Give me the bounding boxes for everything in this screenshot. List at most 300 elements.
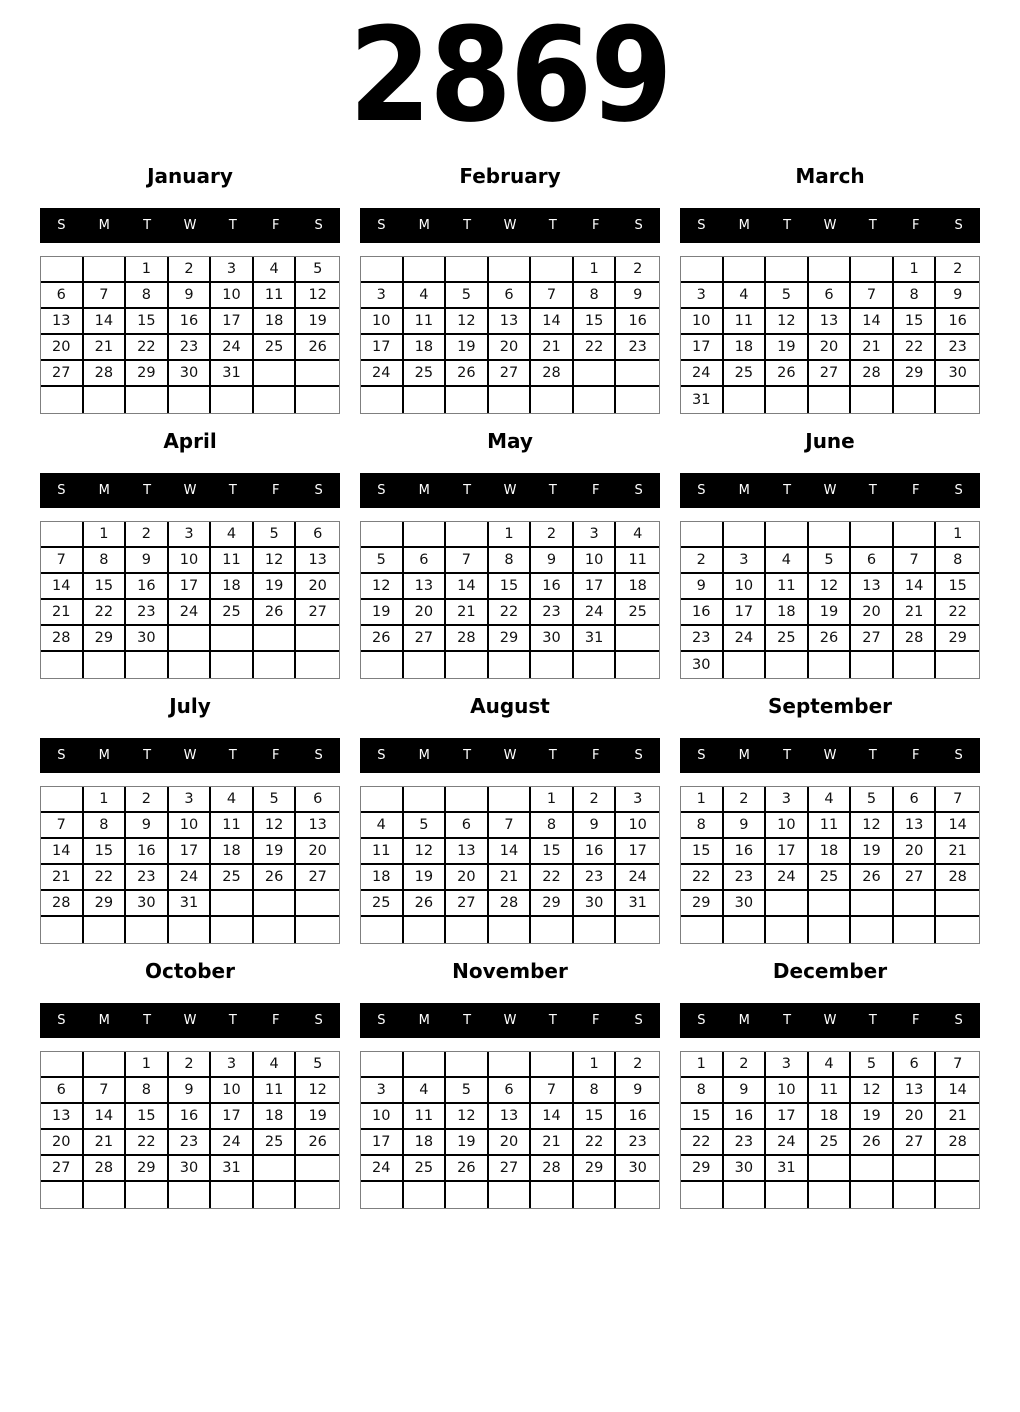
date-cell: 11 [809, 1078, 852, 1104]
date-cell: 10 [361, 1104, 404, 1130]
empty-cell [169, 1182, 212, 1208]
date-cell: 3 [211, 1052, 254, 1078]
date-cell: 27 [489, 1156, 532, 1182]
empty-cell [766, 522, 809, 548]
date-cell: 15 [84, 574, 127, 600]
date-cell: 24 [361, 1156, 404, 1182]
week-row [681, 813, 979, 839]
month-title: January [147, 164, 233, 188]
date-cell: 19 [809, 600, 852, 626]
date-cell: 12 [296, 283, 339, 309]
date-cell: 13 [894, 813, 937, 839]
date-cell: 23 [724, 865, 767, 891]
empty-cell [361, 1052, 404, 1078]
empty-cell [169, 626, 212, 652]
empty-cell [851, 1182, 894, 1208]
date-cell: 15 [574, 309, 617, 335]
date-cell: 11 [254, 1078, 297, 1104]
week-row [41, 309, 339, 335]
weekday-label: T [783, 483, 792, 498]
date-cell: 1 [681, 787, 724, 813]
date-cell: 13 [41, 309, 84, 335]
empty-cell [296, 917, 339, 943]
date-cell: 21 [851, 335, 894, 361]
date-cell: 6 [894, 787, 937, 813]
date-cell: 13 [296, 548, 339, 574]
date-cell: 1 [574, 1052, 617, 1078]
week-row [41, 813, 339, 839]
week-row [681, 1104, 979, 1130]
date-cell: 29 [84, 891, 127, 917]
week-row [681, 1182, 979, 1208]
week-row [681, 652, 979, 678]
week-row [361, 865, 659, 891]
empty-cell [404, 257, 447, 283]
weekday-label: F [271, 1013, 280, 1028]
date-cell: 30 [574, 891, 617, 917]
date-cell: 24 [211, 335, 254, 361]
date-cell: 21 [936, 839, 979, 865]
date-cell: 15 [936, 574, 979, 600]
date-cell: 5 [361, 548, 404, 574]
date-cell: 28 [84, 1156, 127, 1182]
date-cell: 2 [126, 522, 169, 548]
date-cell: 11 [404, 1104, 447, 1130]
date-cell: 23 [616, 335, 659, 361]
week-row [41, 548, 339, 574]
date-cell: 29 [489, 626, 532, 652]
empty-cell [296, 652, 339, 678]
date-cell: 9 [724, 813, 767, 839]
weekday-label: F [271, 483, 280, 498]
date-cell: 26 [851, 1130, 894, 1156]
date-cell: 4 [766, 548, 809, 574]
date-cell: 30 [724, 1156, 767, 1182]
date-cell: 6 [851, 548, 894, 574]
date-cell: 23 [681, 626, 724, 652]
date-cell: 9 [616, 283, 659, 309]
weekday-label: F [271, 748, 280, 763]
date-cell: 3 [211, 257, 254, 283]
empty-cell [574, 652, 617, 678]
week-row [361, 1052, 659, 1078]
weekday-label: T [463, 748, 472, 763]
weekday-label: W [503, 1013, 517, 1028]
date-cell: 21 [446, 600, 489, 626]
date-cell: 25 [254, 335, 297, 361]
date-cell: 22 [894, 335, 937, 361]
empty-cell [851, 1156, 894, 1182]
week-row [361, 839, 659, 865]
date-cell: 27 [894, 1130, 937, 1156]
date-cell: 26 [404, 891, 447, 917]
empty-cell [41, 387, 84, 413]
empty-cell [211, 387, 254, 413]
date-cell: 12 [361, 574, 404, 600]
date-cell: 22 [574, 335, 617, 361]
month-february [360, 165, 660, 414]
date-cell: 21 [84, 1130, 127, 1156]
empty-cell [894, 1156, 937, 1182]
weekday-label: S [314, 218, 323, 233]
date-cell: 6 [41, 1078, 84, 1104]
empty-cell [446, 787, 489, 813]
date-cell: 21 [531, 335, 574, 361]
date-cell: 18 [404, 1130, 447, 1156]
date-cell: 17 [766, 1104, 809, 1130]
month-title: November [452, 959, 568, 983]
month-title: July [169, 694, 211, 718]
date-cell: 10 [169, 548, 212, 574]
date-cell: 21 [531, 1130, 574, 1156]
empty-cell [41, 1052, 84, 1078]
weekday-header-bar [360, 738, 660, 773]
date-cell: 15 [531, 839, 574, 865]
date-cell: 28 [84, 361, 127, 387]
week-row [681, 283, 979, 309]
date-cell: 18 [404, 335, 447, 361]
date-cell: 9 [531, 548, 574, 574]
date-cell: 7 [489, 813, 532, 839]
date-cell: 20 [809, 335, 852, 361]
empty-cell [936, 917, 979, 943]
empty-cell [766, 891, 809, 917]
date-cell: 17 [681, 335, 724, 361]
week-row [681, 335, 979, 361]
week-row [681, 574, 979, 600]
date-cell: 24 [169, 865, 212, 891]
empty-cell [296, 891, 339, 917]
date-cell: 27 [296, 600, 339, 626]
empty-cell [254, 626, 297, 652]
weekday-label: M [418, 483, 430, 498]
dates-grid [40, 521, 340, 679]
empty-cell [616, 626, 659, 652]
week-row [41, 1078, 339, 1104]
week-row [681, 522, 979, 548]
date-cell: 28 [894, 626, 937, 652]
date-cell: 13 [489, 309, 532, 335]
date-cell: 2 [724, 787, 767, 813]
empty-cell [446, 917, 489, 943]
date-cell: 26 [446, 1156, 489, 1182]
date-cell: 25 [766, 626, 809, 652]
date-cell: 5 [446, 283, 489, 309]
empty-cell [489, 257, 532, 283]
date-cell: 23 [616, 1130, 659, 1156]
weekday-label: F [911, 218, 920, 233]
empty-cell [211, 891, 254, 917]
date-cell: 2 [724, 1052, 767, 1078]
weekday-label: W [183, 1013, 197, 1028]
dates-grid [680, 1051, 980, 1209]
date-cell: 25 [211, 865, 254, 891]
date-cell: 28 [41, 891, 84, 917]
empty-cell [446, 1052, 489, 1078]
weekday-label: S [697, 483, 706, 498]
empty-cell [894, 387, 937, 413]
date-cell: 23 [126, 865, 169, 891]
date-cell: 30 [681, 652, 724, 678]
week-row [681, 1156, 979, 1182]
week-row [681, 309, 979, 335]
weekday-label: T [143, 1013, 152, 1028]
date-cell: 23 [531, 600, 574, 626]
weekday-label: S [697, 218, 706, 233]
date-cell: 6 [296, 522, 339, 548]
date-cell: 21 [84, 335, 127, 361]
week-row [41, 1130, 339, 1156]
date-cell: 1 [489, 522, 532, 548]
months-grid [40, 165, 980, 1209]
date-cell: 5 [254, 522, 297, 548]
date-cell: 3 [681, 283, 724, 309]
date-cell: 14 [936, 813, 979, 839]
date-cell: 12 [851, 1078, 894, 1104]
date-cell: 13 [809, 309, 852, 335]
weekday-header-bar [360, 473, 660, 508]
weekday-label: S [634, 483, 643, 498]
date-cell: 21 [894, 600, 937, 626]
date-cell: 5 [851, 787, 894, 813]
date-cell: 19 [446, 335, 489, 361]
week-row [681, 917, 979, 943]
date-cell: 4 [616, 522, 659, 548]
empty-cell [851, 522, 894, 548]
date-cell: 21 [489, 865, 532, 891]
week-row [41, 1156, 339, 1182]
empty-cell [936, 1182, 979, 1208]
date-cell: 25 [404, 1156, 447, 1182]
week-row [41, 891, 339, 917]
date-cell: 22 [681, 1130, 724, 1156]
date-cell: 17 [361, 335, 404, 361]
empty-cell [894, 652, 937, 678]
date-cell: 3 [169, 522, 212, 548]
empty-cell [84, 652, 127, 678]
date-cell: 28 [851, 361, 894, 387]
date-cell: 1 [936, 522, 979, 548]
date-cell: 15 [126, 309, 169, 335]
empty-cell [84, 387, 127, 413]
empty-cell [574, 361, 617, 387]
date-cell: 13 [41, 1104, 84, 1130]
date-cell: 1 [681, 1052, 724, 1078]
week-row [361, 548, 659, 574]
date-cell: 9 [126, 548, 169, 574]
date-cell: 24 [616, 865, 659, 891]
date-cell: 2 [616, 1052, 659, 1078]
date-cell: 18 [809, 1104, 852, 1130]
date-cell: 14 [851, 309, 894, 335]
date-cell: 20 [404, 600, 447, 626]
date-cell: 14 [936, 1078, 979, 1104]
empty-cell [809, 257, 852, 283]
empty-cell [296, 1156, 339, 1182]
date-cell: 13 [446, 839, 489, 865]
weekday-header-bar [680, 208, 980, 243]
week-row [681, 600, 979, 626]
empty-cell [851, 387, 894, 413]
date-cell: 26 [809, 626, 852, 652]
date-cell: 12 [254, 813, 297, 839]
empty-cell [531, 1052, 574, 1078]
date-cell: 31 [766, 1156, 809, 1182]
date-cell: 31 [616, 891, 659, 917]
date-cell: 19 [404, 865, 447, 891]
empty-cell [531, 257, 574, 283]
date-cell: 30 [126, 626, 169, 652]
date-cell: 7 [41, 813, 84, 839]
date-cell: 7 [936, 1052, 979, 1078]
date-cell: 17 [211, 309, 254, 335]
date-cell: 6 [41, 283, 84, 309]
date-cell: 9 [126, 813, 169, 839]
date-cell: 8 [894, 283, 937, 309]
weekday-label: S [954, 1013, 963, 1028]
date-cell: 9 [724, 1078, 767, 1104]
week-row [681, 1052, 979, 1078]
date-cell: 19 [254, 574, 297, 600]
dates-grid [360, 521, 660, 679]
date-cell: 6 [446, 813, 489, 839]
weekday-label: T [783, 1013, 792, 1028]
weekday-label: T [228, 218, 237, 233]
weekday-label: S [314, 748, 323, 763]
date-cell: 4 [254, 1052, 297, 1078]
date-cell: 5 [851, 1052, 894, 1078]
date-cell: 30 [169, 361, 212, 387]
empty-cell [254, 1156, 297, 1182]
date-cell: 16 [531, 574, 574, 600]
weekday-label: W [503, 483, 517, 498]
date-cell: 1 [531, 787, 574, 813]
empty-cell [531, 387, 574, 413]
empty-cell [574, 1182, 617, 1208]
date-cell: 7 [84, 1078, 127, 1104]
date-cell: 21 [41, 865, 84, 891]
date-cell: 17 [766, 839, 809, 865]
date-cell: 16 [169, 1104, 212, 1130]
weekday-header-bar [680, 473, 980, 508]
date-cell: 29 [574, 1156, 617, 1182]
date-cell: 29 [531, 891, 574, 917]
week-row [361, 361, 659, 387]
date-cell: 14 [531, 1104, 574, 1130]
weekday-label: S [377, 1013, 386, 1028]
month-title: August [470, 694, 550, 718]
month-title: October [145, 959, 235, 983]
empty-cell [894, 891, 937, 917]
empty-cell [41, 257, 84, 283]
date-cell: 30 [936, 361, 979, 387]
date-cell: 2 [616, 257, 659, 283]
weekday-label: S [954, 748, 963, 763]
date-cell: 9 [574, 813, 617, 839]
empty-cell [361, 1182, 404, 1208]
date-cell: 19 [766, 335, 809, 361]
week-row [361, 335, 659, 361]
empty-cell [254, 387, 297, 413]
week-row [361, 309, 659, 335]
empty-cell [574, 387, 617, 413]
empty-cell [169, 652, 212, 678]
empty-cell [41, 917, 84, 943]
date-cell: 8 [489, 548, 532, 574]
week-row [681, 1130, 979, 1156]
date-cell: 16 [724, 839, 767, 865]
month-title: February [459, 164, 561, 188]
empty-cell [126, 387, 169, 413]
date-cell: 17 [361, 1130, 404, 1156]
weekday-label: M [98, 483, 110, 498]
week-row [361, 283, 659, 309]
date-cell: 5 [766, 283, 809, 309]
date-cell: 31 [169, 891, 212, 917]
empty-cell [936, 891, 979, 917]
date-cell: 19 [851, 1104, 894, 1130]
weekday-label: S [314, 483, 323, 498]
date-cell: 12 [446, 1104, 489, 1130]
empty-cell [126, 652, 169, 678]
date-cell: 5 [404, 813, 447, 839]
date-cell: 25 [254, 1130, 297, 1156]
week-row [41, 283, 339, 309]
week-row [361, 1182, 659, 1208]
date-cell: 21 [41, 600, 84, 626]
date-cell: 10 [616, 813, 659, 839]
empty-cell [254, 917, 297, 943]
week-row [361, 787, 659, 813]
empty-cell [361, 917, 404, 943]
date-cell: 8 [84, 548, 127, 574]
weekday-label: T [228, 483, 237, 498]
date-cell: 15 [681, 839, 724, 865]
date-cell: 13 [296, 813, 339, 839]
empty-cell [446, 522, 489, 548]
week-row [681, 891, 979, 917]
empty-cell [616, 917, 659, 943]
empty-cell [681, 522, 724, 548]
empty-cell [616, 1182, 659, 1208]
week-row [41, 522, 339, 548]
week-row [681, 626, 979, 652]
month-july [40, 695, 340, 944]
weekday-label: S [634, 1013, 643, 1028]
date-cell: 3 [724, 548, 767, 574]
date-cell: 18 [254, 309, 297, 335]
date-cell: 12 [809, 574, 852, 600]
date-cell: 27 [41, 361, 84, 387]
empty-cell [361, 387, 404, 413]
date-cell: 5 [809, 548, 852, 574]
date-cell: 8 [681, 1078, 724, 1104]
weekday-label: T [548, 748, 557, 763]
date-cell: 2 [169, 1052, 212, 1078]
date-cell: 27 [809, 361, 852, 387]
date-cell: 28 [531, 361, 574, 387]
date-cell: 18 [766, 600, 809, 626]
empty-cell [126, 917, 169, 943]
week-row [41, 652, 339, 678]
date-cell: 23 [574, 865, 617, 891]
weekday-label: W [823, 748, 837, 763]
date-cell: 28 [446, 626, 489, 652]
date-cell: 2 [126, 787, 169, 813]
date-cell: 24 [766, 865, 809, 891]
date-cell: 27 [296, 865, 339, 891]
date-cell: 8 [574, 1078, 617, 1104]
